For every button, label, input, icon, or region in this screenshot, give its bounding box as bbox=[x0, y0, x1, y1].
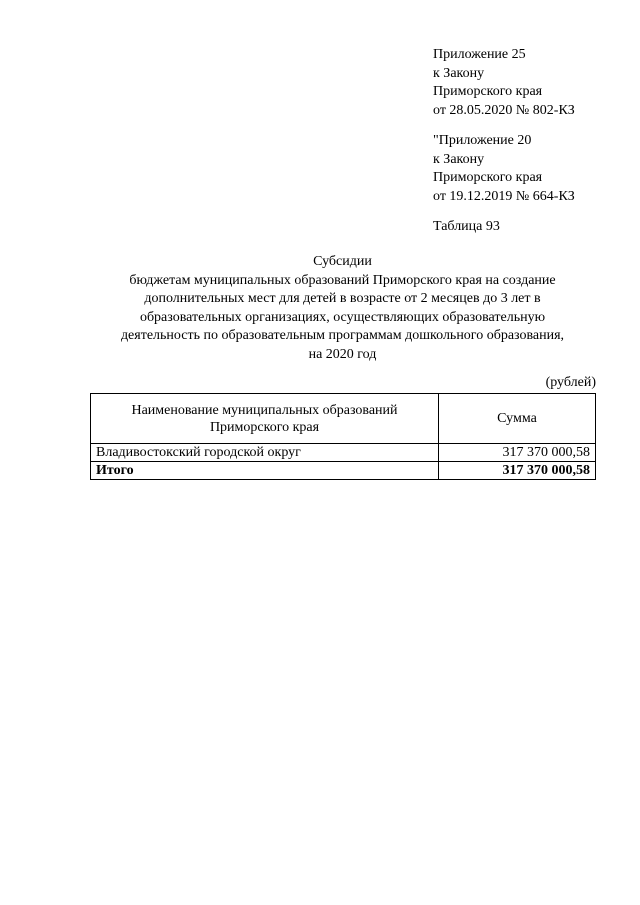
appendix-20-line1: "Приложение 20 bbox=[433, 133, 532, 148]
appendix-20-line4: от 19.12.2019 № 664-КЗ bbox=[433, 188, 575, 204]
title-line-4: образовательных организациях, осуществляющих образовательную bbox=[139, 309, 546, 325]
table-header-row bbox=[91, 394, 596, 444]
appendix-25-header bbox=[433, 46, 575, 120]
appendix-20-header bbox=[433, 132, 575, 206]
units-label: (рублей) bbox=[545, 375, 596, 390]
title-line-5: деятельность по образовательным программам дошкольного образования, bbox=[120, 328, 565, 343]
appendix-20-line3: Приморского края bbox=[433, 170, 543, 185]
appendix-25-line3: Приморского края bbox=[433, 84, 543, 99]
header-municipality-line2: Приморского края bbox=[209, 419, 320, 435]
title-line-1: Субсидии bbox=[313, 254, 372, 269]
header-municipality-line1: Наименование муниципальных образований bbox=[131, 402, 398, 418]
document-title bbox=[90, 253, 595, 364]
total-row bbox=[91, 462, 596, 480]
title-line-2: бюджетам муниципальных образований Приморского края на создание bbox=[129, 272, 556, 288]
row-municipality-name: Владивостокский городской округ bbox=[91, 444, 439, 462]
header-amount: Сумма bbox=[439, 394, 596, 444]
table-number: Таблица 93 bbox=[433, 219, 500, 234]
appendix-25-line1: Приложение 25 bbox=[433, 47, 526, 62]
header-municipality bbox=[91, 394, 439, 444]
subsidy-table bbox=[90, 393, 596, 480]
title-line-6: на 2020 год bbox=[308, 346, 377, 362]
appendix-25-line2: к Закону bbox=[433, 65, 485, 81]
title-line-3: дополнительных мест для детей в возрасте от 2 месяцев до 3 лет в bbox=[144, 291, 541, 306]
table-row bbox=[91, 444, 596, 462]
total-amount: 317 370 000,58 bbox=[439, 462, 596, 480]
row-amount: 317 370 000,58 bbox=[439, 444, 596, 462]
appendix-20-line2: к Закону bbox=[433, 151, 485, 167]
appendix-25-line4: от 28.05.2020 № 802-КЗ bbox=[433, 102, 575, 118]
total-label: Итого bbox=[91, 462, 439, 480]
